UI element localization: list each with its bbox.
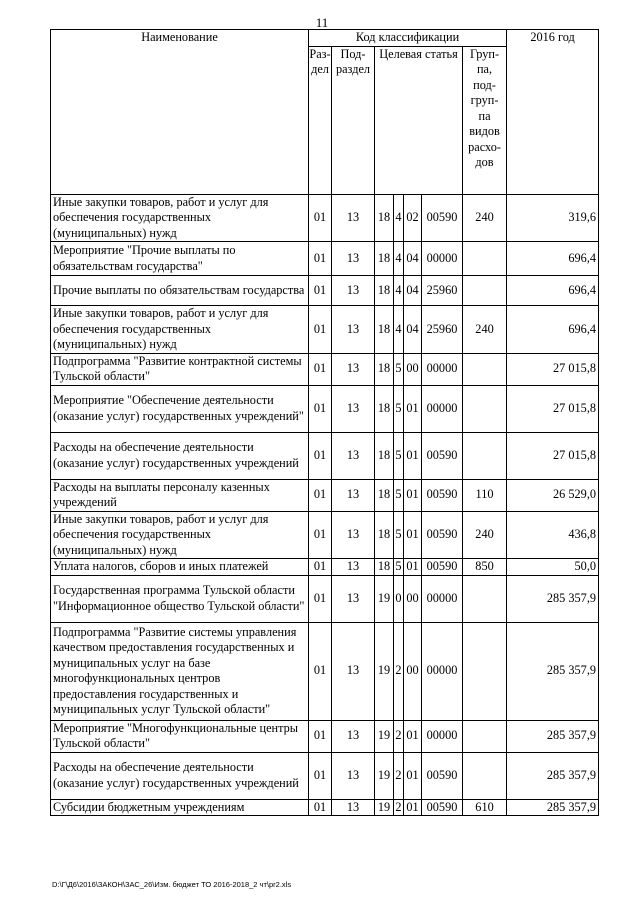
row-podrazdel: 13 xyxy=(332,622,375,720)
row-expense-group xyxy=(463,242,507,276)
row-amount: 27 015,8 xyxy=(507,385,599,432)
row-razdel: 01 xyxy=(309,432,332,479)
row-expense-group xyxy=(463,575,507,622)
row-name: Подпрограмма "Развитие контрактной системы Тульской области" xyxy=(51,353,309,385)
row-amount: 27 015,8 xyxy=(507,432,599,479)
row-cs-program: 18 xyxy=(375,432,394,479)
header-year: 2016 год xyxy=(507,30,599,195)
row-cs-event: 01 xyxy=(404,511,422,559)
row-cs-direction: 25960 xyxy=(422,306,463,354)
row-cs-program: 19 xyxy=(375,799,394,816)
row-expense-group xyxy=(463,752,507,799)
row-expense-group: 850 xyxy=(463,559,507,576)
row-cs-event: 04 xyxy=(404,276,422,306)
row-razdel: 01 xyxy=(309,242,332,276)
row-podrazdel: 13 xyxy=(332,752,375,799)
table-row xyxy=(51,432,599,479)
row-cs-event: 01 xyxy=(404,752,422,799)
page-number: 11 xyxy=(315,15,329,30)
table-row xyxy=(51,353,599,385)
row-cs-direction: 00590 xyxy=(422,799,463,816)
row-razdel: 01 xyxy=(309,385,332,432)
row-name: Подпрограмма "Развитие системы управления качеством предоставления государственных и муниципальных услуг на базе многофункциональных центров предоставления государственных и муниципальных услуг Тульской области" xyxy=(51,622,309,720)
row-cs-program: 19 xyxy=(375,720,394,752)
row-name: Государственная программа Тульской области "Информационное общество Тульской области" xyxy=(51,575,309,622)
row-cs-subprogram: 4 xyxy=(394,242,404,276)
row-name: Иные закупки товаров, работ и услуг для обеспечения государственных (муниципальных) нужд xyxy=(51,194,309,242)
table-row xyxy=(51,622,599,720)
row-expense-group xyxy=(463,385,507,432)
table-row xyxy=(51,752,599,799)
row-podrazdel: 13 xyxy=(332,720,375,752)
row-name: Расходы на выплаты персоналу казенных учреждений xyxy=(51,479,309,511)
row-razdel: 01 xyxy=(309,276,332,306)
row-amount: 50,0 xyxy=(507,559,599,576)
header-group: Груп- па, под- груп- па видов расхо- дов xyxy=(463,46,507,194)
row-cs-subprogram: 4 xyxy=(394,194,404,242)
row-cs-event: 04 xyxy=(404,242,422,276)
row-cs-subprogram: 4 xyxy=(394,306,404,354)
row-expense-group xyxy=(463,276,507,306)
row-podrazdel: 13 xyxy=(332,799,375,816)
row-podrazdel: 13 xyxy=(332,479,375,511)
row-razdel: 01 xyxy=(309,194,332,242)
row-razdel: 01 xyxy=(309,575,332,622)
row-cs-subprogram: 0 xyxy=(394,575,404,622)
table-row xyxy=(51,194,599,242)
row-cs-direction: 25960 xyxy=(422,276,463,306)
row-name: Иные закупки товаров, работ и услуг для обеспечения государственных (муниципальных) нужд xyxy=(51,511,309,559)
row-amount: 285 357,9 xyxy=(507,622,599,720)
row-cs-event: 00 xyxy=(404,622,422,720)
row-cs-program: 18 xyxy=(375,353,394,385)
row-cs-subprogram: 2 xyxy=(394,752,404,799)
row-name: Мероприятие "Прочие выплаты по обязательствам государства" xyxy=(51,242,309,276)
table-row xyxy=(51,385,599,432)
row-cs-event: 01 xyxy=(404,479,422,511)
header-target-article: Целевая статья xyxy=(375,46,463,194)
row-name: Расходы на обеспечение деятельности (оказание услуг) государственных учреждений xyxy=(51,432,309,479)
row-expense-group xyxy=(463,720,507,752)
row-expense-group: 240 xyxy=(463,511,507,559)
row-cs-direction: 00590 xyxy=(422,479,463,511)
row-amount: 696,4 xyxy=(507,242,599,276)
row-cs-event: 01 xyxy=(404,385,422,432)
header-section: Раз- дел xyxy=(309,46,332,194)
row-podrazdel: 13 xyxy=(332,242,375,276)
row-cs-program: 18 xyxy=(375,194,394,242)
row-amount: 285 357,9 xyxy=(507,799,599,816)
row-amount: 285 357,9 xyxy=(507,575,599,622)
row-cs-event: 01 xyxy=(404,432,422,479)
table-row xyxy=(51,511,599,559)
row-amount: 26 529,0 xyxy=(507,479,599,511)
row-cs-event: 04 xyxy=(404,306,422,354)
row-cs-direction: 00590 xyxy=(422,511,463,559)
row-podrazdel: 13 xyxy=(332,353,375,385)
row-podrazdel: 13 xyxy=(332,511,375,559)
row-expense-group xyxy=(463,432,507,479)
row-name: Иные закупки товаров, работ и услуг для обеспечения государственных (муниципальных) нужд xyxy=(51,306,309,354)
table-row xyxy=(51,276,599,306)
table-row xyxy=(51,799,599,816)
row-cs-direction: 00000 xyxy=(422,242,463,276)
row-cs-program: 18 xyxy=(375,479,394,511)
row-cs-program: 19 xyxy=(375,622,394,720)
row-cs-direction: 00000 xyxy=(422,720,463,752)
row-name: Прочие выплаты по обязательствам государства xyxy=(51,276,309,306)
row-cs-program: 18 xyxy=(375,276,394,306)
table-row xyxy=(51,242,599,276)
row-cs-event: 01 xyxy=(404,559,422,576)
row-razdel: 01 xyxy=(309,306,332,354)
row-cs-subprogram: 5 xyxy=(394,353,404,385)
row-podrazdel: 13 xyxy=(332,559,375,576)
table-row xyxy=(51,479,599,511)
row-amount: 696,4 xyxy=(507,276,599,306)
table-row xyxy=(51,575,599,622)
row-cs-event: 00 xyxy=(404,353,422,385)
row-cs-program: 19 xyxy=(375,752,394,799)
row-amount: 27 015,8 xyxy=(507,353,599,385)
row-cs-subprogram: 5 xyxy=(394,479,404,511)
row-name: Мероприятие "Многофункциональные центры Тульской области" xyxy=(51,720,309,752)
row-cs-direction: 00000 xyxy=(422,385,463,432)
table-row xyxy=(51,720,599,752)
row-cs-direction: 00000 xyxy=(422,575,463,622)
row-expense-group: 610 xyxy=(463,799,507,816)
row-name: Расходы на обеспечение деятельности (оказание услуг) государственных учреждений xyxy=(51,752,309,799)
row-name: Мероприятие "Обеспечение деятельности (оказание услуг) государственных учреждений" xyxy=(51,385,309,432)
row-name: Субсидии бюджетным учреждениям xyxy=(51,799,309,816)
row-amount: 319,6 xyxy=(507,194,599,242)
table-row xyxy=(51,306,599,354)
row-amount: 285 357,9 xyxy=(507,752,599,799)
row-razdel: 01 xyxy=(309,511,332,559)
row-cs-subprogram: 5 xyxy=(394,385,404,432)
row-cs-direction: 00590 xyxy=(422,432,463,479)
row-cs-subprogram: 5 xyxy=(394,432,404,479)
row-expense-group xyxy=(463,353,507,385)
row-cs-program: 18 xyxy=(375,306,394,354)
row-podrazdel: 13 xyxy=(332,385,375,432)
row-podrazdel: 13 xyxy=(332,432,375,479)
footer-file-path: D:\Г\Д6\2016\ЗАКОН\ЗАС_26\Изм. бюджет ТО 2016-2018_2 чт\pr2.xls xyxy=(52,880,292,889)
row-cs-direction: 00590 xyxy=(422,752,463,799)
row-podrazdel: 13 xyxy=(332,575,375,622)
row-razdel: 01 xyxy=(309,353,332,385)
header-name: Наименование xyxy=(51,30,309,195)
row-expense-group: 110 xyxy=(463,479,507,511)
row-cs-program: 18 xyxy=(375,511,394,559)
table-row xyxy=(51,559,599,576)
row-razdel: 01 xyxy=(309,622,332,720)
row-cs-subprogram: 5 xyxy=(394,511,404,559)
row-amount: 285 357,9 xyxy=(507,720,599,752)
row-cs-direction: 00590 xyxy=(422,194,463,242)
header-subsection: Под- раздел xyxy=(332,46,375,194)
row-expense-group: 240 xyxy=(463,194,507,242)
row-cs-event: 02 xyxy=(404,194,422,242)
row-cs-event: 01 xyxy=(404,720,422,752)
row-name: Уплата налогов, сборов и иных платежей xyxy=(51,559,309,576)
header-classification: Код классификации xyxy=(309,30,507,47)
row-cs-event: 01 xyxy=(404,799,422,816)
row-expense-group xyxy=(463,622,507,720)
row-podrazdel: 13 xyxy=(332,276,375,306)
row-razdel: 01 xyxy=(309,720,332,752)
row-cs-program: 18 xyxy=(375,385,394,432)
row-razdel: 01 xyxy=(309,559,332,576)
row-cs-direction: 00590 xyxy=(422,559,463,576)
row-cs-subprogram: 2 xyxy=(394,622,404,720)
row-cs-subprogram: 5 xyxy=(395,559,402,573)
row-expense-group: 240 xyxy=(463,306,507,354)
row-amount: 696,4 xyxy=(507,306,599,354)
row-podrazdel: 13 xyxy=(332,306,375,354)
row-razdel: 01 xyxy=(309,799,332,816)
row-cs-program: 18 xyxy=(375,559,394,576)
row-cs-subprogram: 2 xyxy=(394,720,404,752)
row-cs-subprogram: 2 xyxy=(395,799,402,814)
row-razdel: 01 xyxy=(309,752,332,799)
row-cs-program: 19 xyxy=(375,575,394,622)
row-podrazdel: 13 xyxy=(332,194,375,242)
row-cs-direction: 00000 xyxy=(422,622,463,720)
budget-table xyxy=(50,29,599,816)
row-cs-program: 18 xyxy=(375,242,394,276)
row-cs-subprogram: 4 xyxy=(394,276,404,306)
row-cs-direction: 00000 xyxy=(422,353,463,385)
row-razdel: 01 xyxy=(309,479,332,511)
row-amount: 436,8 xyxy=(507,511,599,559)
row-cs-event: 00 xyxy=(404,575,422,622)
